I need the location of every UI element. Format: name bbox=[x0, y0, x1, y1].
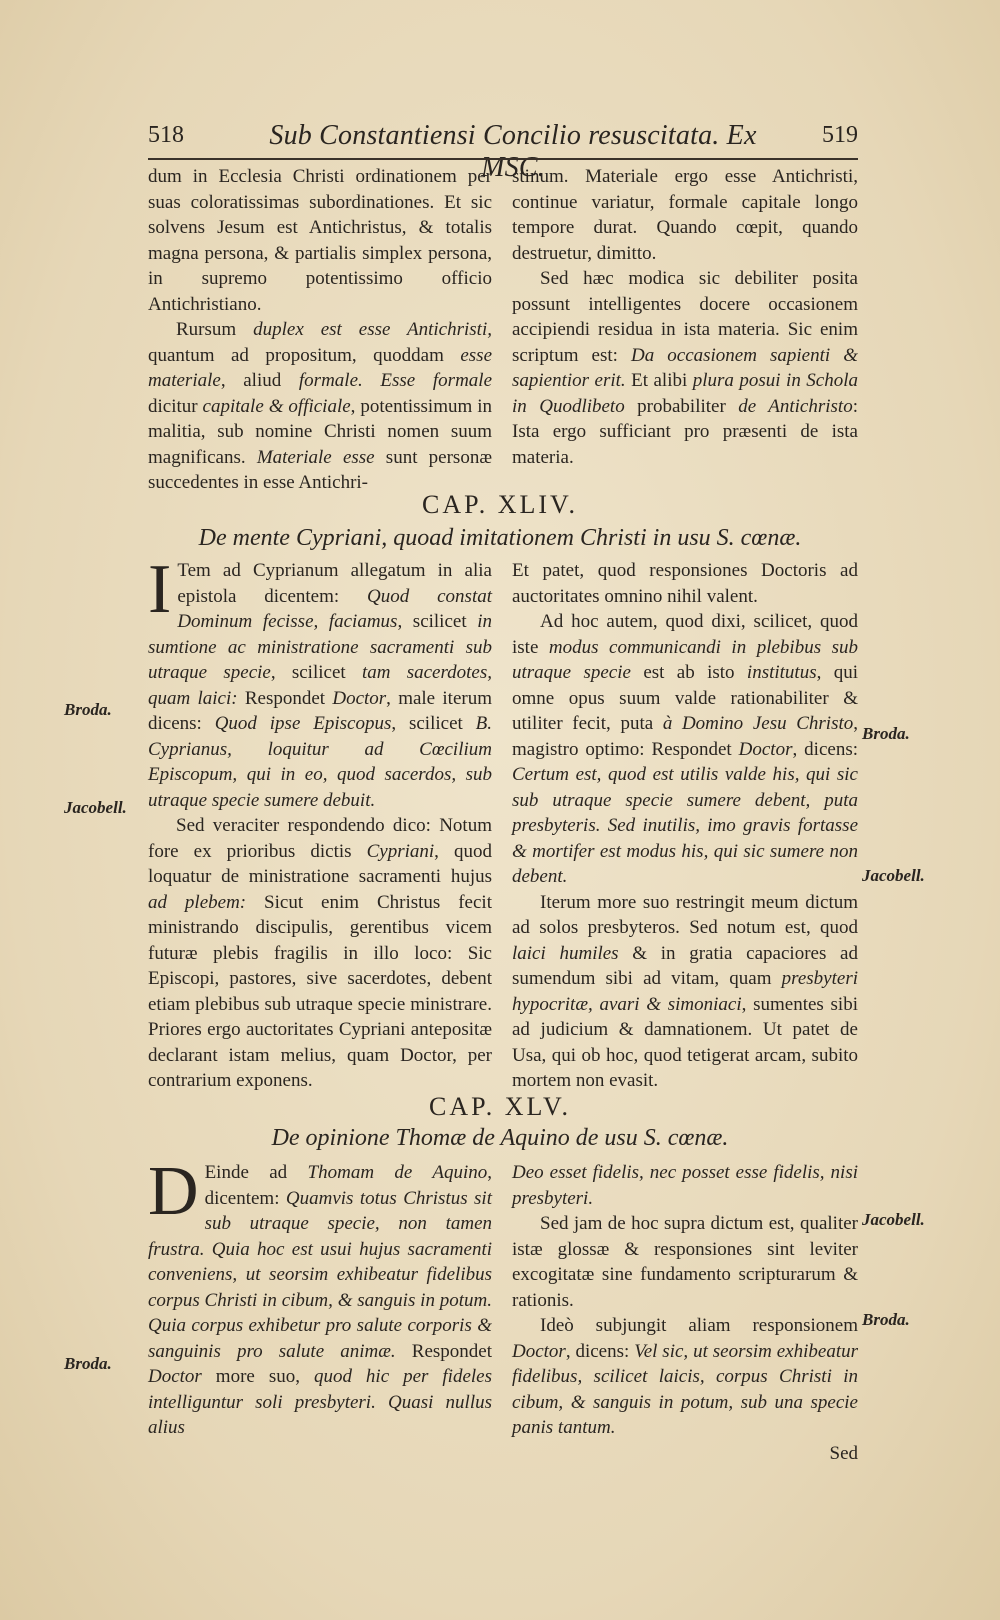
section1-right-column bbox=[512, 164, 858, 470]
page-number-left: 518 bbox=[148, 122, 184, 148]
paragraph bbox=[148, 813, 492, 1094]
catchword: Sed bbox=[829, 1442, 858, 1464]
italic-text: presbyteri hypocritæ, avari & simoniaci bbox=[512, 968, 858, 1015]
italic-text: in sumtione ac ministratione sacramenti sub utraque specie bbox=[148, 611, 492, 683]
paragraph: Sed jam de hoc supra dictum est, qualiter istæ glossæ & responsiones sint leviter excogitatæ sine fundamento scripturarum & rationis. bbox=[512, 1213, 858, 1311]
text-run: Sicut enim Christus fecit ministrando discipulis, gerentibus vicem futuræ plebis fragilis in illo loco: Sic Episcopi, pastores, sive sacerdotes, debent etiam plebibus sub utraque specie ministrare. Priores ergo auctoritates Cypriani antepositæ declarant istam melius, quam Doctor, per contrarium exponens. bbox=[148, 891, 492, 1091]
text-run: , sumentes sibi ad judicium & damnationem. Ut patet de Usa, qui ob hoc, quod tetigerat arcam, subito mortem non evasit. bbox=[512, 993, 858, 1091]
italic-text: à Domino Jesu Christo bbox=[662, 713, 854, 734]
margin-note-broda: Broda. bbox=[64, 700, 112, 719]
paragraph: stinum. Materiale ergo esse Antichristi, continue variatur, formale capitale longo tempore durat. Quando cœpit, quando destruetur, dimitto. bbox=[512, 166, 858, 264]
chapter-heading: CAP. XLIV. bbox=[422, 490, 578, 519]
text-run: Rursum bbox=[176, 319, 254, 340]
italic-text: Doctor bbox=[738, 738, 793, 760]
text-run: Sed hæc modica sic debiliter posita possunt intelligentes docere occasionem accipiendi residua in ista materia. Sic enim scriptum est: bbox=[512, 268, 858, 366]
italic-text: Vel sic, ut seorsim exhibeatur fidelibus, scilicet laicis, corpus Christi in cibum, & sanguis in potum, sub una specie panis tantum. bbox=[512, 1340, 858, 1438]
chapter-heading: CAP. XLV. bbox=[429, 1092, 571, 1121]
paragraph: dum in Ecclesia Christi ordinationem per suas coloratissimas subordinationes. Et sic solvens Jesum est Antichristus, & totalis magna persona, & partialis simplex persona, in supremo potentissimo officio Antichristiano. bbox=[148, 166, 492, 315]
italic-text: Quamvis totus Christus sit sub utraque specie, non tamen frustra. Quia hoc est usui hujus sacramenti conveniens, ut seorsim exhibeatur fidelibus corpus Christi in cibum, & sanguis in potum. Quia corpus exhibetur pro salute corporis & sanguinis pro salute animæ. bbox=[148, 1187, 492, 1362]
text-run: , quod loquatur de ministratione sacramenti hujus bbox=[148, 840, 492, 887]
italic-text: de Antichristo bbox=[738, 395, 853, 417]
header-rule bbox=[148, 158, 858, 160]
paragraph bbox=[148, 551, 493, 813]
italic-text: quod hic per fideles intelliguntur soli presbyteri. Quasi nullus alius bbox=[148, 1366, 492, 1438]
chapter-title: De opinione Thomæ de Aquino de usu S. cœnæ. bbox=[271, 1125, 729, 1151]
italic-text: laici humiles bbox=[512, 942, 619, 964]
italic-text: formale. bbox=[298, 370, 363, 391]
text-run: & in gratia capaciores ad sumendum sibi ad vitam, quam bbox=[512, 942, 858, 989]
paragraph bbox=[512, 890, 858, 1094]
margin-note-jacobell: Jacobell. bbox=[862, 866, 925, 885]
cap44-left-column bbox=[148, 551, 493, 1094]
drop-initial: D bbox=[148, 1153, 199, 1230]
text-run: , scilicet bbox=[391, 713, 476, 734]
paragraph bbox=[512, 1160, 858, 1211]
italic-text: Certum est, quod est utilis valde his, qui sic sub utraque specie sumere debent, puta presbyteris. Sed inutilis, imo gravis fortasse & mortifer est modus his, qui sic sumere non debent. bbox=[512, 764, 858, 887]
italic-text: Quod constat Dominum fecisse, faciamus bbox=[177, 585, 493, 632]
text-run: , scilicet bbox=[270, 662, 362, 683]
text-run: probabiliter bbox=[624, 395, 739, 417]
cap44-right-column bbox=[512, 558, 858, 1094]
text-run: Ideò subjungit aliam responsionem bbox=[540, 1315, 858, 1336]
text-run: , dicens: bbox=[565, 1340, 635, 1362]
italic-text: ad plebem: bbox=[148, 891, 247, 913]
italic-text: plura posui in Schola in Quodlibeto bbox=[512, 370, 858, 417]
text-run: , aliud bbox=[220, 370, 299, 391]
italic-text: tam sacerdotes, quam laici: bbox=[148, 662, 493, 709]
drop-initial: I bbox=[148, 551, 172, 628]
paragraph-text bbox=[148, 1153, 492, 1438]
text-run: , qui omne opus suum valde rationabiliter & utiliter fecit, puta bbox=[512, 662, 859, 734]
paragraph-text bbox=[148, 551, 493, 811]
running-title: Sub Constantiensi Concilio resuscitata. Ex MSC. bbox=[269, 120, 757, 183]
text-run: , male iterum dicens: bbox=[148, 687, 492, 734]
paragraph bbox=[148, 317, 492, 496]
text-run: , scilicet bbox=[397, 611, 478, 632]
text-run: Tem ad Cyprianum allegatum in alia epistola dicentem: bbox=[177, 560, 492, 607]
text-run: Sed veraciter respondendo dico: Notum fore ex prioribus dictis bbox=[148, 815, 492, 862]
italic-text: Doctor bbox=[512, 1340, 566, 1362]
section1-left-column bbox=[148, 164, 492, 496]
paragraph bbox=[512, 266, 858, 470]
text-run: more suo, bbox=[201, 1366, 314, 1387]
italic-text: Thomam de Aquino bbox=[307, 1162, 488, 1183]
italic-text: modus communicandi in plebibus sub utraque specie bbox=[512, 636, 858, 683]
text-run: , dicens: bbox=[792, 738, 858, 760]
margin-note-broda: Broda. bbox=[862, 1310, 910, 1329]
text-run: sunt personæ succedentes in esse Antichri- bbox=[148, 446, 492, 493]
margin-note-jacobell: Jacobell. bbox=[862, 1210, 925, 1229]
text-run: , magistro optimo: Respondet bbox=[512, 713, 859, 760]
text-run: , dicentem: bbox=[204, 1162, 492, 1209]
paragraph bbox=[512, 609, 858, 890]
italic-text: Esse formale bbox=[380, 370, 492, 391]
paragraph bbox=[148, 1153, 492, 1441]
italic-text: esse materiale bbox=[148, 344, 492, 391]
italic-text: Cypriani bbox=[366, 840, 435, 862]
italic-text: Deo esset fidelis, nec posset esse fidelis, nisi presbyteri. bbox=[512, 1162, 858, 1209]
text-run bbox=[363, 370, 381, 391]
text-run: Iterum more suo restringit meum dictum ad solos presbyteros. Sed notum est, quod bbox=[512, 891, 858, 938]
italic-text: duplex est esse Antichristi, bbox=[253, 319, 492, 340]
italic-text: Da occasionem sapienti & sapientior erit. bbox=[512, 344, 858, 391]
paragraph bbox=[512, 1313, 858, 1441]
text-run: est ab isto bbox=[630, 662, 747, 683]
text-run: Et alibi bbox=[625, 370, 693, 391]
italic-text: capitale & officiale bbox=[202, 395, 351, 417]
text-run: : Ista ergo sufficiant pro præsenti de ista materia. bbox=[512, 395, 858, 468]
italic-text: Quod ipse Episcopus bbox=[214, 713, 392, 734]
margin-note-broda: Broda. bbox=[64, 1354, 112, 1373]
margin-note-broda: Broda. bbox=[862, 724, 910, 743]
italic-text: Materiale esse bbox=[256, 446, 375, 468]
italic-text: Doctor bbox=[332, 687, 387, 709]
margin-note-jacobell: Jacobell. bbox=[64, 798, 127, 817]
italic-text: Doctor bbox=[148, 1366, 202, 1387]
italic-text: B. Cyprianus, loquitur ad Cœcilium Episcopum, qui in eo, quod sacerdos, sub utraque specie sumere debuit. bbox=[148, 713, 493, 811]
cap45-left-column bbox=[148, 1153, 492, 1441]
text-run: quantum ad propositum, quoddam bbox=[148, 344, 461, 366]
paragraph: Et patet, quod responsiones Doctoris ad auctoritates omnino nihil valent. bbox=[512, 560, 858, 607]
text-run: Ad hoc autem, quod dixi, scilicet, quod iste bbox=[512, 611, 858, 658]
italic-text: institutus bbox=[746, 662, 817, 683]
running-header bbox=[148, 118, 858, 183]
text-run: Respondet bbox=[395, 1340, 492, 1362]
text-run: dicitur bbox=[148, 395, 203, 417]
text-run: , potentissimum in malitia, sub nomine Christi nomen suum magnificans. bbox=[148, 395, 492, 468]
page-number-right: 519 bbox=[822, 122, 858, 148]
text-run: Einde ad bbox=[204, 1162, 308, 1183]
text-run: Respondet bbox=[237, 687, 333, 709]
cap45-right-column bbox=[512, 1160, 858, 1466]
chapter-title: De mente Cypriani, quoad imitationem Christi in usu S. cœnæ. bbox=[198, 525, 802, 551]
